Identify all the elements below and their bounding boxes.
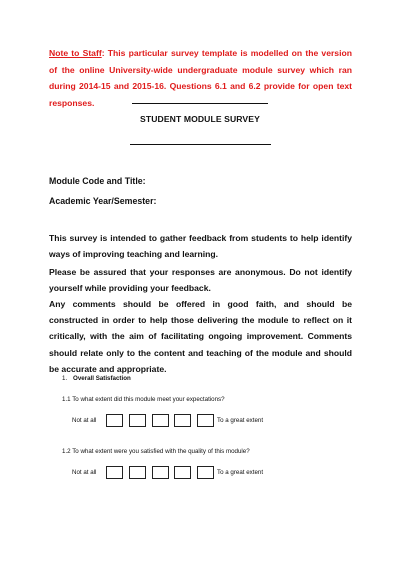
module-code-title-field: Module Code and Title: xyxy=(49,176,146,186)
rating-box-4[interactable] xyxy=(174,466,191,479)
staff-note xyxy=(49,45,352,111)
intro-paragraph: This survey is intended to gather feedback from students to help identify ways of improving teaching and learning. xyxy=(49,233,352,260)
rating-box-5[interactable] xyxy=(197,414,214,427)
rating-scale-question-1-1 xyxy=(72,414,332,430)
page-title: STUDENT MODULE SURVEY xyxy=(140,114,260,124)
rating-box-5[interactable] xyxy=(197,466,214,479)
question-1-1: 1.1 To what extent did this module meet your expectations? xyxy=(62,396,225,403)
section-title: Overall Satisfaction xyxy=(73,375,131,382)
rating-box-2[interactable] xyxy=(129,466,146,479)
rating-box-3[interactable] xyxy=(152,414,169,427)
section-number: 1. xyxy=(62,375,68,382)
scale-low-label: Not at all xyxy=(72,469,97,476)
rating-scale-question-1-2 xyxy=(72,466,332,482)
academic-year-semester-field: Academic Year/Semester: xyxy=(49,196,157,206)
staff-note-text: : This particular survey template is modelled on the version of the online University-wide undergraduate module survey which ran during 2014-15 and 2015-16. Questions 6.1 and 6.2 provide for open text responses. xyxy=(49,48,352,108)
title-rule-bottom xyxy=(130,144,271,145)
scale-high-label: To a great extent xyxy=(217,469,264,476)
comments-guidance-paragraph: Any comments should be offered in good faith, and should be constructed in order to help those delivering the module to reflect on it critically, with the aim of facilitating ongoing improvement. Comments should relate only to the content and teaching of the module and should be accurate and appropriate. xyxy=(49,299,352,374)
scale-low-label: Not at all xyxy=(72,417,97,424)
anonymity-paragraph: Please be assured that your responses are anonymous. Do not identify yourself while providing your feedback. xyxy=(49,267,352,294)
question-1-2: 1.2 To what extent were you satisfied with the quality of this module? xyxy=(62,448,250,455)
section-heading-overall-satisfaction xyxy=(62,375,131,382)
scale-high-label: To a great extent xyxy=(217,417,264,424)
rating-box-1[interactable] xyxy=(106,414,123,427)
rating-box-4[interactable] xyxy=(174,414,191,427)
rating-box-1[interactable] xyxy=(106,466,123,479)
rating-box-3[interactable] xyxy=(152,466,169,479)
title-rule-top xyxy=(132,103,268,104)
staff-note-label: Note to Staff xyxy=(49,48,102,58)
rating-box-2[interactable] xyxy=(129,414,146,427)
